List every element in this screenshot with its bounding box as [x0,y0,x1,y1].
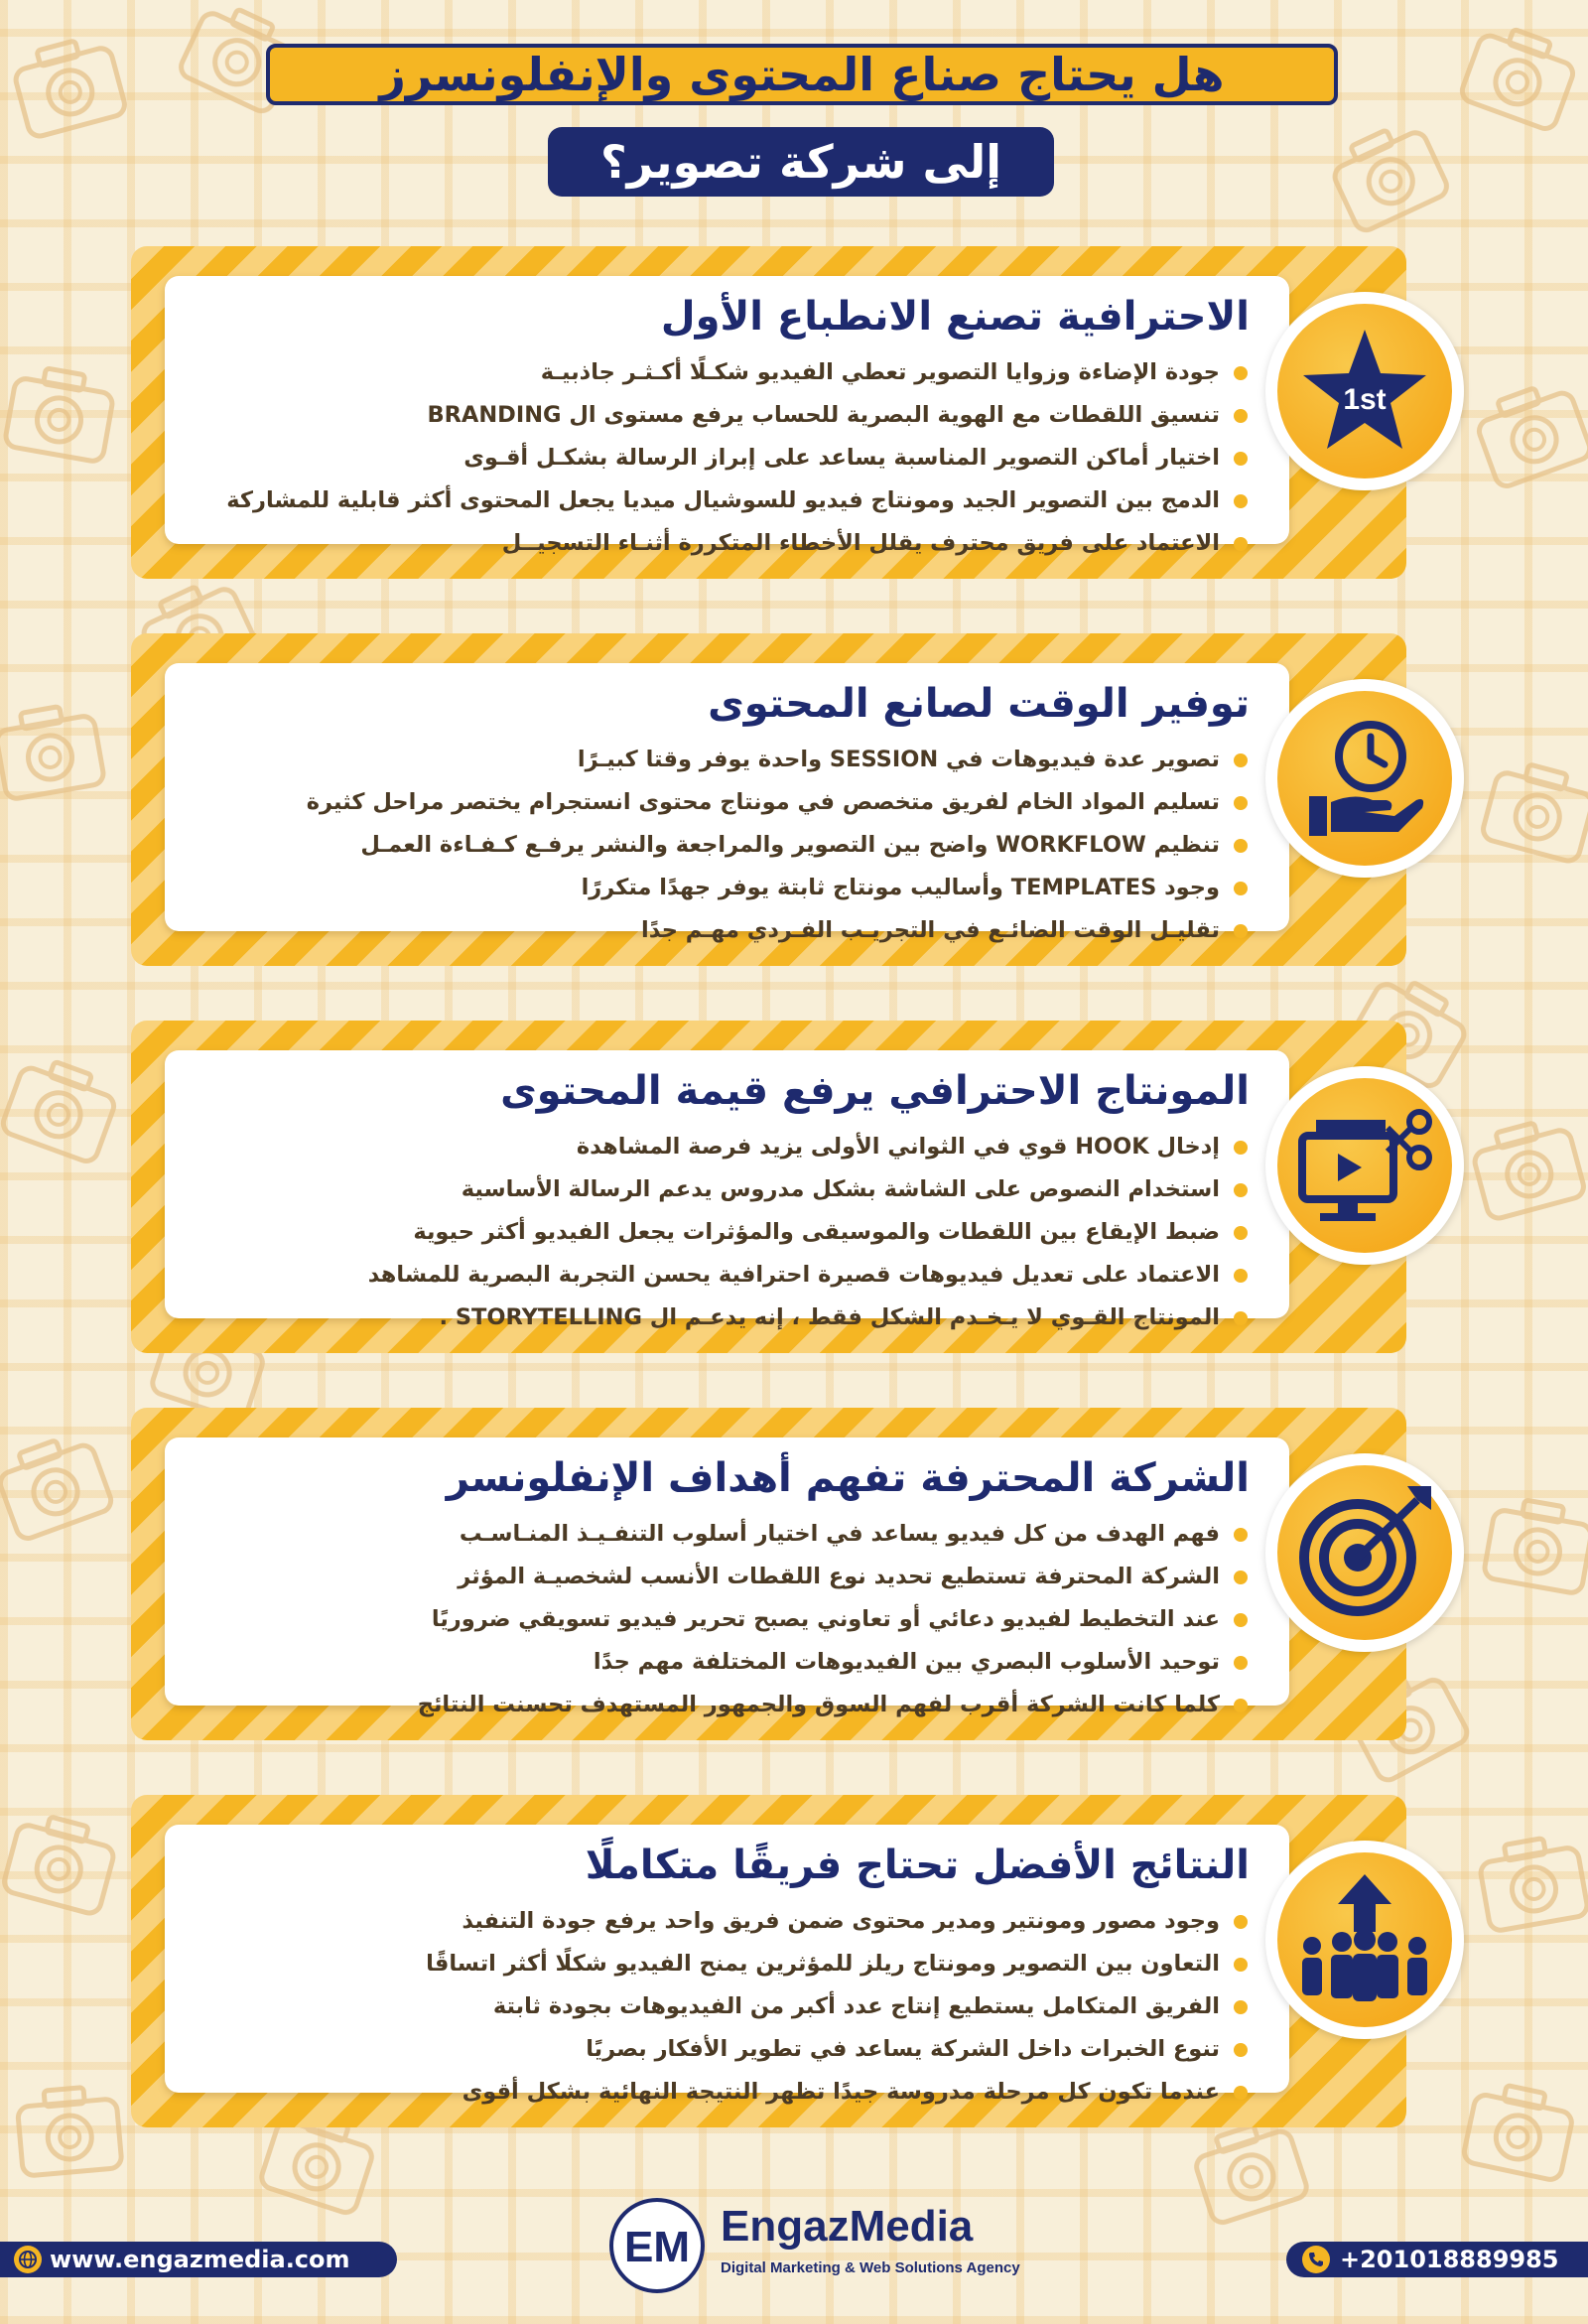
icon-badge [1265,679,1464,878]
icon-badge [1265,292,1464,490]
list-item: تنوع الخبرات داخل الشركة يساعد في تطوير الأفكار بصريًا [185,2028,1250,2071]
section-heading: الشركة المحترفة تفهم أهداف الإنفلونسر [446,1455,1250,1501]
logo-mark-text: EM [624,2223,690,2271]
list-item: تنظيم WORKFLOW واضح بين التصوير والمراجعة والنشر يرفـع كـفـاءة العمـل [185,824,1250,867]
list-item: تنسيق اللقطات مع الهوية البصرية للحساب يرفع مستوى ال BRANDING [185,394,1250,437]
list-item: وجود مصور ومونتير ومدير محتوى ضمن فريق واحد يرفع جودة التنفيذ [185,1900,1250,1943]
icon-badge [1265,1453,1464,1652]
clock-hand-icon [1295,709,1434,848]
section-heading: توفير الوقت لصانع المحتوى [708,681,1250,727]
section-card [165,1437,1289,1717]
section-heading: الاحترافية تصنع الانطباع الأول [660,294,1250,340]
list-item: الشركة المحترفة تستطيع تحديد نوع اللقطات الأنسب لشخصيـة المؤثر [185,1556,1250,1598]
video-editing-icon [1290,1096,1439,1235]
list-item: التعاون بين التصوير ومونتاج ريلز للمؤثرين يمنح الفيديو شكلًا أكثر اتساقًا [185,1943,1250,1985]
list-item: الاعتماد على فريق محترف يقلل الأخطاء المتكررة أثنـاء التسجيــل [185,522,1250,565]
section-team [131,1795,1406,2127]
website-text: www.engazmedia.com [50,2246,350,2273]
list-item: وجود TEMPLATES وأساليب مونتاج ثابتة يوفر جهدًا متكررًا [185,867,1250,909]
bullet-list [185,1513,1250,1726]
section-heading: النتائج الأفضل تحتاج فريقًا متكاملًا [585,1843,1250,1888]
brand-logo [609,2194,1026,2297]
page-title-line1: هل يحتاج صناع المحتوى والإنفلونسرز [266,44,1338,105]
star-1st-icon [1295,322,1434,461]
section-goals [131,1408,1406,1740]
globe-icon [14,2246,42,2273]
section-heading: المونتاج الاحترافي يرفع قيمة المحتوى [500,1068,1250,1114]
list-item: تسليم المواد الخام لفريق متخصص في مونتاج محتوى انستجرام يختصر مراحل كثيرة [185,781,1250,824]
list-item: المونتاج القـوي لا يـخـدم الشكل فقط ، إنه يدعـم ال STORYTELLING . [185,1297,1250,1339]
phone-icon [1302,2246,1330,2273]
bullet-list [185,739,1250,952]
list-item: فهم الهدف من كل فيديو يساعد في اختيار أسلوب التنفـيـذ المنـاسـب [185,1513,1250,1556]
list-item: الدمج بين التصوير الجيد ومونتاج فيديو للسوشيال ميديا يجعل المحتوى أكثر قابلية للمشاركة [185,479,1250,522]
website-pill[interactable] [0,2242,397,2277]
brand-name: EngazMedia [721,2202,974,2251]
phone-pill[interactable] [1286,2242,1588,2277]
section-time-saving [131,633,1406,966]
brand-tagline: Digital Marketing & Web Solutions Agency [721,2259,1020,2276]
list-item: ضبط الإيقاع بين اللقطات والموسيقى والمؤثرات يجعل الفيديو أكثر حيوية [185,1211,1250,1254]
bullet-list [185,351,1250,565]
list-item: جودة الإضاءة وزوايا التصوير تعطي الفيديو شكـلًا أكـثـر جاذبيـة [185,351,1250,394]
list-item: تقليـل الوقت الضائـع في التجريـب الفـردي مهـم جدًا [185,909,1250,952]
list-item: عندما تكون كل مرحلة مدروسة جيدًا تظهر النتيجة النهائية بشكل أقوى [185,2071,1250,2114]
list-item: استخدام النصوص على الشاشة بشكل مدروس يدعم الرسالة الأساسية [185,1168,1250,1211]
list-item: توحيد الأسلوب البصري بين الفيديوهات المختلفة مهم جدًا [185,1641,1250,1684]
list-item: الفريق المتكامل يستطيع إنتاج عدد أكبر من الفيديوهات بجودة ثابتة [185,1985,1250,2028]
icon-badge [1265,1066,1464,1265]
star-badge-text: 1st [1343,383,1387,416]
list-item: عند التخطيط لفيديو دعائي أو تعاوني يصبح تحرير فيديو تسويقي ضروريًا [185,1598,1250,1641]
section-card [165,1825,1289,2105]
list-item: اختيار أماكن التصوير المناسبة يساعد على إبراز الرسالة بشكـل أقـوى [185,437,1250,479]
list-item: تصوير عدة فيديوهات في SESSION واحدة يوفر وقتا كبيـرًا [185,739,1250,781]
target-icon [1290,1478,1439,1627]
bullet-list [185,1900,1250,2114]
bullet-list [185,1126,1250,1339]
section-professionalism [131,246,1406,579]
section-card [165,276,1289,556]
engazmedia-logo-mark [609,2198,705,2293]
team-growth-icon [1290,1870,1439,2009]
icon-badge [1265,1841,1464,2039]
section-card [165,663,1289,943]
page-title-line2: إلى شركة تصوير؟ [548,127,1054,197]
list-item: إدخال HOOK قوي في الثواني الأولى يزيد فرصة المشاهدة [185,1126,1250,1168]
list-item: كلما كانت الشركة أقرب لفهم السوق والجمهور المستهدف تحسنت النتائج [185,1684,1250,1726]
phone-text: +201018889985 [1340,2246,1559,2273]
section-card [165,1050,1289,1330]
section-editing [131,1021,1406,1353]
list-item: الاعتماد على تعديل فيديوهات قصيرة احترافية يحسن التجربة البصرية للمشاهد [185,1254,1250,1297]
